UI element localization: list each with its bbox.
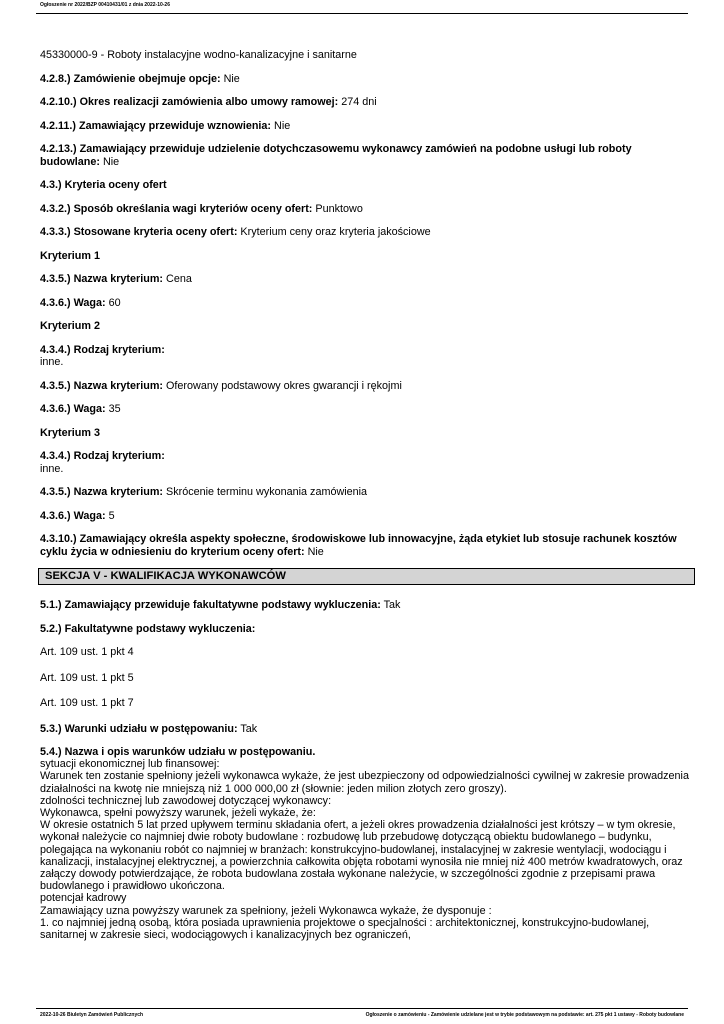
form-item <box>40 96 690 109</box>
form-item-value: Kryterium ceny oraz kryteria jakościowe <box>237 226 431 238</box>
header-rule <box>36 13 688 14</box>
form-item-value: 60 <box>105 296 121 309</box>
form-item <box>40 120 690 133</box>
form-item <box>40 226 690 239</box>
form-item <box>40 273 690 286</box>
footer-rule <box>36 1008 688 1009</box>
form-item <box>40 297 690 310</box>
form-item <box>40 179 690 192</box>
k2-type-value: inne. <box>40 356 64 368</box>
form-item-value: 5 <box>105 509 115 522</box>
form-item-value: Punktowo <box>312 202 363 215</box>
item-5-4-label: 5.4.) Nazwa i opis warunków udziału w postępowaniu. <box>40 746 316 758</box>
condition-line: zdolności technicznej lub zawodowej dotyczącej wykonawcy: <box>40 794 332 807</box>
form-item-label: 4.2.8.) Zamówienie obejmuje opcje: <box>40 72 221 85</box>
form-item-label: 4.3.2.) Sposób określania wagi kryteriów oceny ofert: <box>40 202 313 215</box>
form-item <box>40 533 690 558</box>
form-item-label: 4.3.5.) Nazwa kryterium: <box>40 486 164 498</box>
article-item: Art. 109 ust. 1 pkt 4 <box>40 646 134 658</box>
form-item-value: Oferowany podstawowy okres gwarancji i rękojmi <box>163 379 402 392</box>
items-top <box>40 73 690 333</box>
items-mid <box>40 380 690 440</box>
form-item <box>40 486 690 499</box>
form-item-label: Kryterium 2 <box>40 320 101 332</box>
condition-line: sytuacji ekonomicznej lub finansowej: <box>40 758 220 771</box>
form-item-label: 4.2.13.) Zamawiający przewiduje udzielenie dotychczasowemu wykonawcy zamówień na podobne usługi lub roboty budowlane: <box>40 143 632 168</box>
item-5-3 <box>40 723 690 736</box>
form-item <box>40 623 690 636</box>
form-item-label: 4.2.11.) Zamawiający przewiduje wznowienia: <box>40 119 272 132</box>
condition-line: Warunek ten zostanie spełniony jeżeli wykonawca wykaże, że jest ubezpieczony od odpowiedzialności cywilnej w zakresie prowadzenia działalności na kwotę nie mniejszą niż 1 000 000,00 zł (słownie: jeden milion złotych zero groszy). <box>40 770 689 795</box>
form-item-label: 4.3.3.) Stosowane kryteria oceny ofert: <box>40 226 238 238</box>
condition-line: Wykonawca, spełni powyższy warunek, jeżeli wykaże, że: <box>40 807 316 820</box>
item-5-3-label: 5.3.) Warunki udziału w postępowaniu: <box>40 722 238 735</box>
form-item-value: Nie <box>304 545 324 558</box>
page-header: Ogłoszenie nr 2022/BZP 00410431/01 z dnia 2022-10-26 <box>40 2 170 8</box>
form-item-label: 4.3.) Kryteria oceny ofert <box>40 179 167 191</box>
condition-line: potencjał kadrowy <box>40 892 127 905</box>
section-title: SEKCJA V - KWALIFIKACJA WYKONAWCÓW <box>38 568 695 585</box>
form-item-label: 4.3.6.) Waga: <box>40 296 106 309</box>
item-5-4 <box>40 746 690 941</box>
document-body <box>40 49 690 941</box>
k2-type-label: 4.3.4.) Rodzaj kryterium: <box>40 343 165 356</box>
form-item-label: 4.3.5.) Nazwa kryterium: <box>40 273 164 285</box>
k3-type <box>40 450 690 475</box>
form-item-value: Nie <box>271 119 291 132</box>
article-list <box>40 646 690 710</box>
form-item <box>40 250 690 263</box>
k3-type-value: inne. <box>40 462 64 475</box>
form-item <box>40 427 690 440</box>
form-item-label: 4.2.10.) Okres realizacji zamówienia albo umowy ramowej: <box>40 96 339 108</box>
form-item <box>40 599 690 612</box>
form-item-value: Skrócenie terminu wykonania zamówienia <box>163 486 368 498</box>
cpv-line: 45330000-9 - Roboty instalacyjne wodno-kanalizacyjne i sanitarne <box>40 49 357 61</box>
form-item-value: Cena <box>163 273 192 285</box>
form-item <box>40 510 690 523</box>
form-item <box>40 143 690 168</box>
form-item <box>40 403 690 416</box>
item-5-4-lines <box>40 758 690 941</box>
k3-type-label: 4.3.4.) Rodzaj kryterium: <box>40 450 165 462</box>
form-item-label: 5.2.) Fakultatywne podstawy wykluczenia: <box>40 622 256 635</box>
form-item-value: 274 dni <box>338 96 377 108</box>
form-item-label: 4.3.6.) Waga: <box>40 403 106 415</box>
form-item-value: 35 <box>105 403 121 415</box>
form-item-label: 4.3.10.) Zamawiający określa aspekty społeczne, środowiskowe lub innowacyjne, żąda etykiet lub stosuje rachunek kosztów cyklu życia w odniesieniu do kryterium oceny ofert: <box>40 533 677 558</box>
items-sec5 <box>40 599 690 635</box>
form-item <box>40 380 690 393</box>
footer-right: Ogłoszenie o zamówieniu - Zamówienie udzielane jest w trybie podstawowym na podstawie: art. 275 pkt 1 ustawy - Roboty budowlane <box>365 1012 684 1018</box>
form-item <box>40 73 690 86</box>
form-item-label: Kryterium 1 <box>40 249 101 262</box>
condition-line: Zamawiający uzna powyższy warunek za spełniony, jeżeli Wykonawca wykaże, że dysponuje : <box>40 904 492 917</box>
article-item: Art. 109 ust. 1 pkt 7 <box>40 697 134 709</box>
condition-line: W okresie ostatnich 5 lat przed upływem terminu składania ofert, a jeżeli okres prowadzenia działalności jest krótszy – w tym okresie, wykonał należycie co najmniej dwie roboty budowlane : rozbudowę lub przebudowę dotyczącą obiektu budowlanego – budynku, polegająca na wykonaniu robót co najmniej w branżach: konstrukcyjno-budowlanej, instalacyjnej w zakresie wentylacji, wodociągu i kanalizacji, instalacyjnej elektrycznej, a powierzchnia całkowita objęta robotami wynosiła nie mniej niż 400 metrów kwadratowych, oraz załączy dowody potwierdzające, że robota budowlana została wykonane należycie, w szczególności zgodnie z przepisami prawa budowlanego i prawidłowo ukończona. <box>40 819 683 893</box>
form-item-label: 5.1.) Zamawiający przewiduje fakultatywne podstawy wykluczenia: <box>40 599 381 611</box>
form-item-label: 4.3.6.) Waga: <box>40 509 106 522</box>
form-item-label: Kryterium 3 <box>40 426 101 439</box>
k2-type <box>40 344 690 369</box>
article-item: Art. 109 ust. 1 pkt 5 <box>40 671 134 684</box>
footer-left: 2022-10-26 Biuletyn Zamówień Publicznych <box>40 1012 144 1018</box>
form-item-value: Nie <box>220 72 240 85</box>
form-item-label: 4.3.5.) Nazwa kryterium: <box>40 379 164 392</box>
form-item <box>40 203 690 216</box>
form-item-value: Nie <box>99 155 120 168</box>
item-5-3-value: Tak <box>237 722 258 735</box>
condition-line: 1. co najmniej jedną osobą, która posiada uprawnienia projektowe o specjalności : architektonicznej, konstrukcyjno-budowlanej, sanitarnej w zakresie sieci, wodociągowych i kanalizacyjnych bez ograniczeń, <box>40 916 650 942</box>
form-item-value: Tak <box>380 599 401 611</box>
items-low <box>40 486 690 558</box>
form-item <box>40 320 690 333</box>
